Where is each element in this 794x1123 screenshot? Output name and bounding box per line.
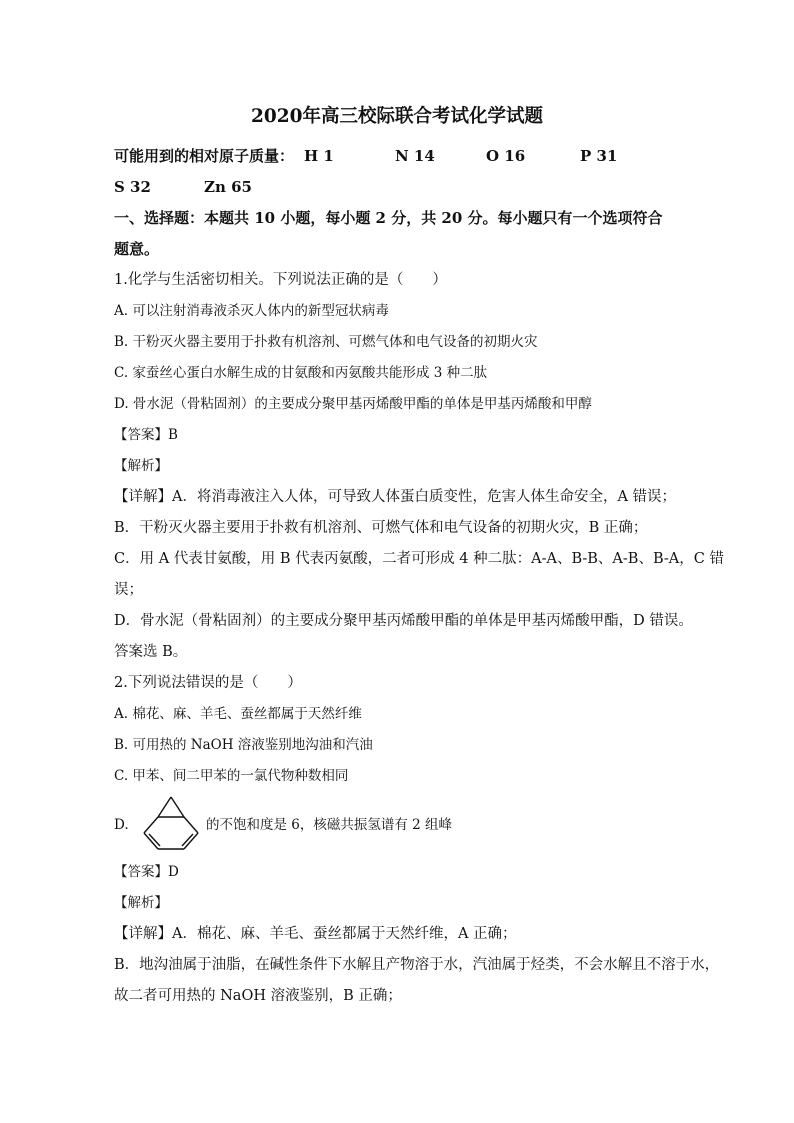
atomic-mass-n: N 14 xyxy=(395,147,435,165)
norbornadiene-structure-image xyxy=(138,793,204,857)
atomic-mass-s: S 32 xyxy=(114,178,151,196)
question-1-conclusion: 答案选 B。 xyxy=(114,644,188,660)
question-1-detail-b: B．干粉灭火器主要用于扑救有机溶剂、可燃气体和电气设备的初期火灾，B 正确； xyxy=(114,520,648,536)
question-1-option-c: C. 家蚕丝心蛋白水解生成的甘氨酸和丙氨酸共能形成 3 种二肽 xyxy=(114,365,488,381)
question-2-detail-a: 【详解】A．棉花、麻、羊毛、蚕丝都属于天然纤维，A 正确； xyxy=(114,926,517,942)
atomic-mass-p: P 31 xyxy=(580,147,618,165)
question-1-detail-d: D．骨水泥（骨粘固剂）的主要成分聚甲基丙烯酸甲酯的单体是甲基丙烯酸甲酯，D 错误。 xyxy=(114,613,693,629)
question-2-detail-b: B．地沟油属于油脂，在碱性条件下水解且产物溶于水，汽油属于烃类，不会水解且不溶于水， xyxy=(114,957,720,973)
question-1-option-d: D. 骨水泥（骨粘固剂）的主要成分聚甲基丙烯酸甲酯的单体是甲基丙烯酸和甲醇 xyxy=(114,396,592,412)
page-title: 2020年高三校际联合考试化学试题 xyxy=(251,106,543,127)
question-2-option-d-label: D. xyxy=(114,817,129,833)
question-1-analysis-label: 【解析】 xyxy=(114,458,168,474)
question-1-answer: 【答案】B xyxy=(114,427,178,443)
question-2-option-a: A. 棉花、麻、羊毛、蚕丝都属于天然纤维 xyxy=(114,706,362,722)
question-2-option-d-text: 的不饱和度是 6，核磁共振氢谱有 2 组峰 xyxy=(206,817,453,833)
question-2-option-b: B. 可用热的 NaOH 溶液鉴别地沟油和汽油 xyxy=(114,737,373,753)
question-1-option-b: B. 干粉灭火器主要用于扑救有机溶剂、可燃气体和电气设备的初期火灾 xyxy=(114,334,538,350)
section-heading-cont: 题意。 xyxy=(114,240,160,258)
question-1-detail-c-cont: 误； xyxy=(114,582,143,598)
atomic-mass-zn: Zn 65 xyxy=(204,178,252,196)
atomic-mass-h: H 1 xyxy=(304,147,334,165)
question-2-analysis-label: 【解析】 xyxy=(114,895,168,911)
question-2-stem: 2.下列说法错误的是（ ） xyxy=(114,675,302,691)
question-2-detail-b-cont: 故二者可用热的 NaOH 溶液鉴别，B 正确； xyxy=(114,988,402,1004)
atomic-mass-label: 可能用到的相对原子质量： xyxy=(114,147,295,165)
question-1-stem: 1.化学与生活密切相关。下列说法正确的是（ ） xyxy=(114,272,447,288)
question-1-detail-a: 【详解】A．将消毒液注入人体，可导致人体蛋白质变性，危害人体生命安全，A 错误； xyxy=(114,489,677,505)
question-2-option-c: C. 甲苯、间二甲苯的一氯代物种数相同 xyxy=(114,768,349,784)
atomic-mass-o: O 16 xyxy=(486,147,526,165)
question-2-answer: 【答案】D xyxy=(114,864,179,880)
section-heading: 一、选择题：本题共 10 小题，每小题 2 分，共 20 分。每小题只有一个选项符合 xyxy=(114,209,663,227)
question-1-detail-c: C．用 A 代表甘氨酸，用 B 代表丙氨酸，二者可形成 4 种二肽：A-A、B-B、A-B、B-A，C 错 xyxy=(114,551,724,567)
question-1-option-a: A. 可以注射消毒液杀灭人体内的新型冠状病毒 xyxy=(114,303,389,319)
